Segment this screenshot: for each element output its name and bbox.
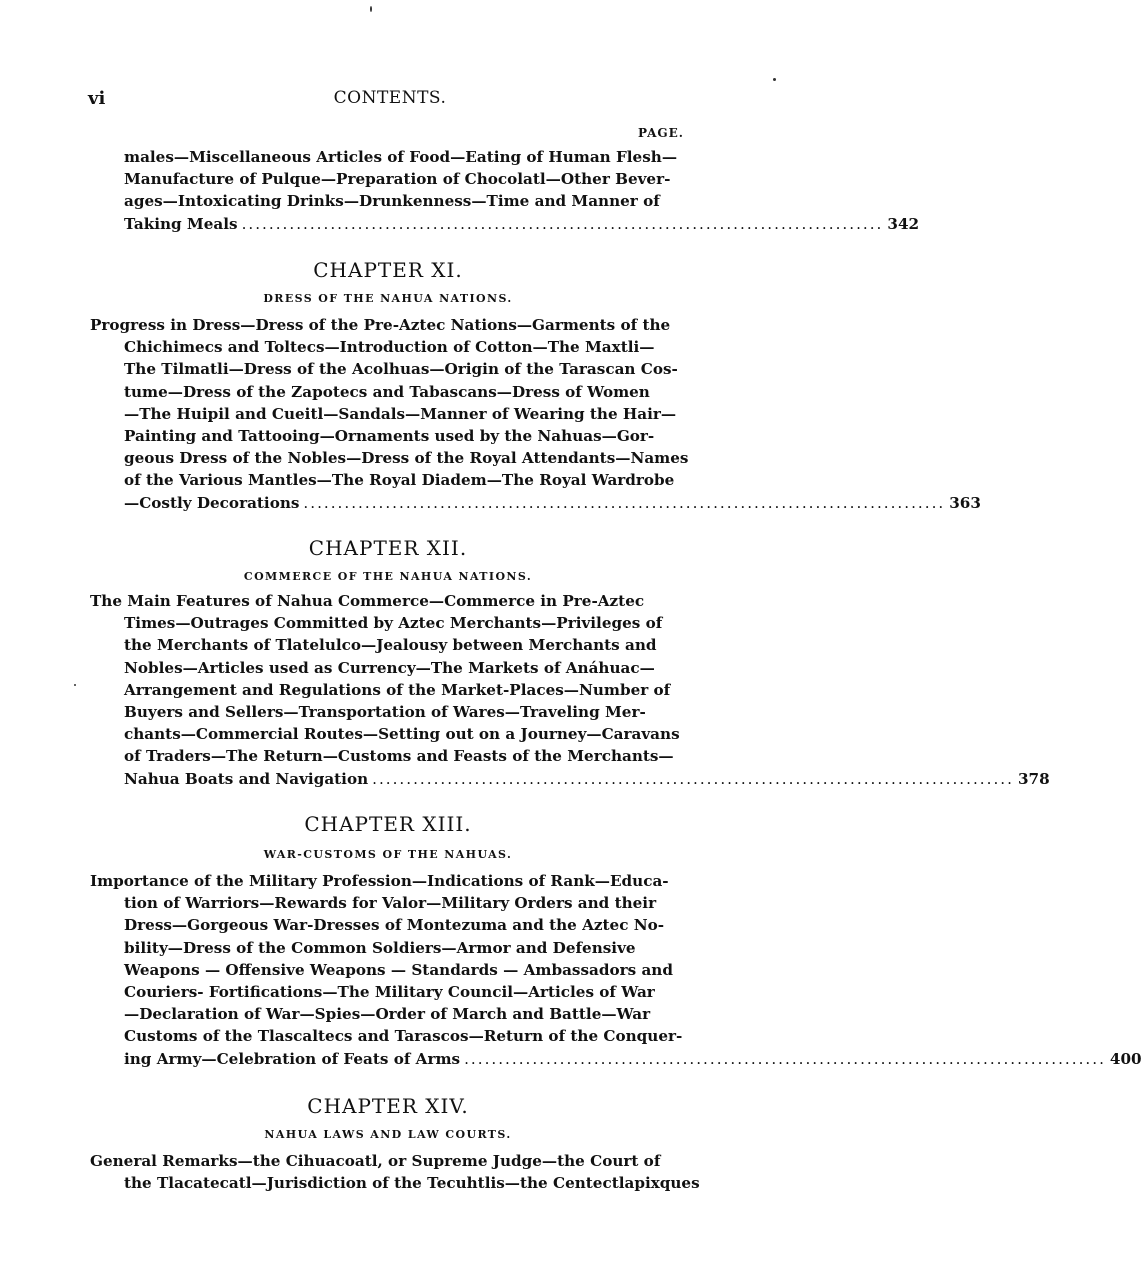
entry-line: —The Huipil and Cueitl—Sandals—Manner of Wearing the Hair— [124, 404, 677, 423]
entry-line: General Remarks—the Cihuacoatl, or Supreme Judge—the Court of [90, 1152, 661, 1170]
entry-line: Arrangement and Regulations of the Market-Places—Number of [124, 680, 671, 699]
page-number: 400 [1109, 1049, 1142, 1068]
page-column-label: PAGE. [637, 126, 684, 140]
entry-line: Couriers- Fortifications—The Military Council—Articles of War [124, 982, 655, 1001]
entry-line: Manufacture of Pulque—Preparation of Chocolatl—Other Bever- [124, 170, 671, 189]
entry-line: The Main Features of Nahua Commerce—Commerce in Pre-Aztec [90, 592, 645, 610]
entry-line: —Declaration of War—Spies—Order of March and Battle—War [124, 1005, 651, 1024]
contents-entry [90, 314, 981, 514]
chapter-heading: CHAPTER XII. [308, 536, 468, 560]
entry-line: the Tlacatecatl—Jurisdiction of the Tecuhtlis—the Centectlapixques [124, 1174, 700, 1193]
chapter-heading: CHAPTER XI. [313, 258, 463, 282]
entry-line: Times—Outrages Committed by Aztec Merchants—Privileges of [124, 614, 663, 633]
print-speck [773, 78, 776, 81]
entry-line: Taking Meals .............................................................................................. 342 [90, 213, 686, 235]
entry-line: bility—Dress of the Common Soldiers—Armor and Defensive [124, 938, 636, 957]
print-speck [74, 684, 76, 686]
contents-entry [90, 870, 1142, 1070]
dot-leader: .............................................................................................. [303, 493, 946, 512]
entry-line: Chichimecs and Toltecs—Introduction of Cotton—The Maxtli— [124, 338, 655, 357]
entry-line: males—Miscellaneous Articles of Food—Eating of Human Flesh— [124, 148, 678, 166]
folio: vi [88, 88, 106, 109]
entry-line: tion of Warriors—Rewards for Valor—Military Orders and their [124, 894, 657, 913]
entry-line: geous Dress of the Nobles—Dress of the Royal Attendants—Names [124, 449, 689, 468]
entry-line: Buyers and Sellers—Transportation of Wares—Traveling Mer- [124, 702, 646, 721]
running-head [88, 88, 692, 112]
contents-entry [90, 590, 1050, 790]
entry-line: Customs of the Tlascaltecs and Tarascos—Return of the Conquer- [124, 1027, 683, 1046]
contents-entry [90, 1150, 700, 1194]
entry-line: Nahua Boats and Navigation .............................................................................................. 378 [90, 768, 686, 790]
entry-line: Weapons — Offensive Weapons — Standards — Ambassadors and [124, 960, 673, 979]
chapter-heading: CHAPTER XIV. [307, 1094, 469, 1118]
chapter-heading: CHAPTER XIII. [304, 812, 472, 836]
entry-line: ages—Intoxicating Drinks—Drunkenness—Time and Manner of [124, 192, 660, 211]
entry-line: of Traders—The Return—Customs and Feasts of the Merchants— [124, 747, 674, 766]
entry-line: Dress—Gorgeous War-Dresses of Montezuma and the Aztec No- [124, 916, 665, 935]
page-title: CONTENTS. [333, 88, 447, 108]
page-number: 363 [949, 493, 981, 512]
dot-leader: .............................................................................................. [372, 769, 1014, 788]
entry-line: Importance of the Military Profession—Indications of Rank—Educa- [90, 872, 669, 890]
entry-line: —Costly Decorations .............................................................................................. 363 [90, 492, 686, 514]
dot-leader: .............................................................................................. [241, 214, 884, 233]
chapter-subtitle: NAHUA LAWS AND LAW COURTS. [264, 1128, 512, 1141]
entry-line: of the Various Mantles—The Royal Diadem—The Royal Wardrobe [124, 471, 675, 490]
chapter-subtitle: DRESS OF THE NAHUA NATIONS. [263, 292, 513, 305]
contents-entry [90, 146, 920, 235]
entry-line: Painting and Tattooing—Ornaments used by the Nahuas—Gor- [124, 426, 655, 445]
entry-line: Nobles—Articles used as Currency—The Markets of Anáhuac— [124, 658, 655, 677]
page-number: 378 [1017, 769, 1050, 788]
entry-line: the Merchants of Tlatelulco—Jealousy between Merchants and [124, 636, 657, 655]
entry-line: ing Army—Celebration of Feats of Arms .............................................................................................. 400 [90, 1048, 686, 1070]
entry-line: tume—Dress of the Zapotecs and Tabascans—Dress of Women [124, 382, 650, 401]
chapter-subtitle: COMMERCE OF THE NAHUA NATIONS. [243, 570, 533, 583]
entry-line: Progress in Dress—Dress of the Pre-Aztec Nations—Garments of the [90, 316, 671, 334]
chapter-subtitle: WAR-CUSTOMS OF THE NAHUAS. [263, 848, 513, 861]
print-speck [370, 6, 372, 12]
entry-line: The Tilmatli—Dress of the Acolhuas—Origin of the Tarascan Cos- [124, 360, 678, 379]
page-number: 342 [887, 214, 920, 233]
dot-leader: .............................................................................................. [464, 1049, 1106, 1068]
entry-line: chants—Commercial Routes—Setting out on a Journey—Caravans [124, 725, 680, 744]
